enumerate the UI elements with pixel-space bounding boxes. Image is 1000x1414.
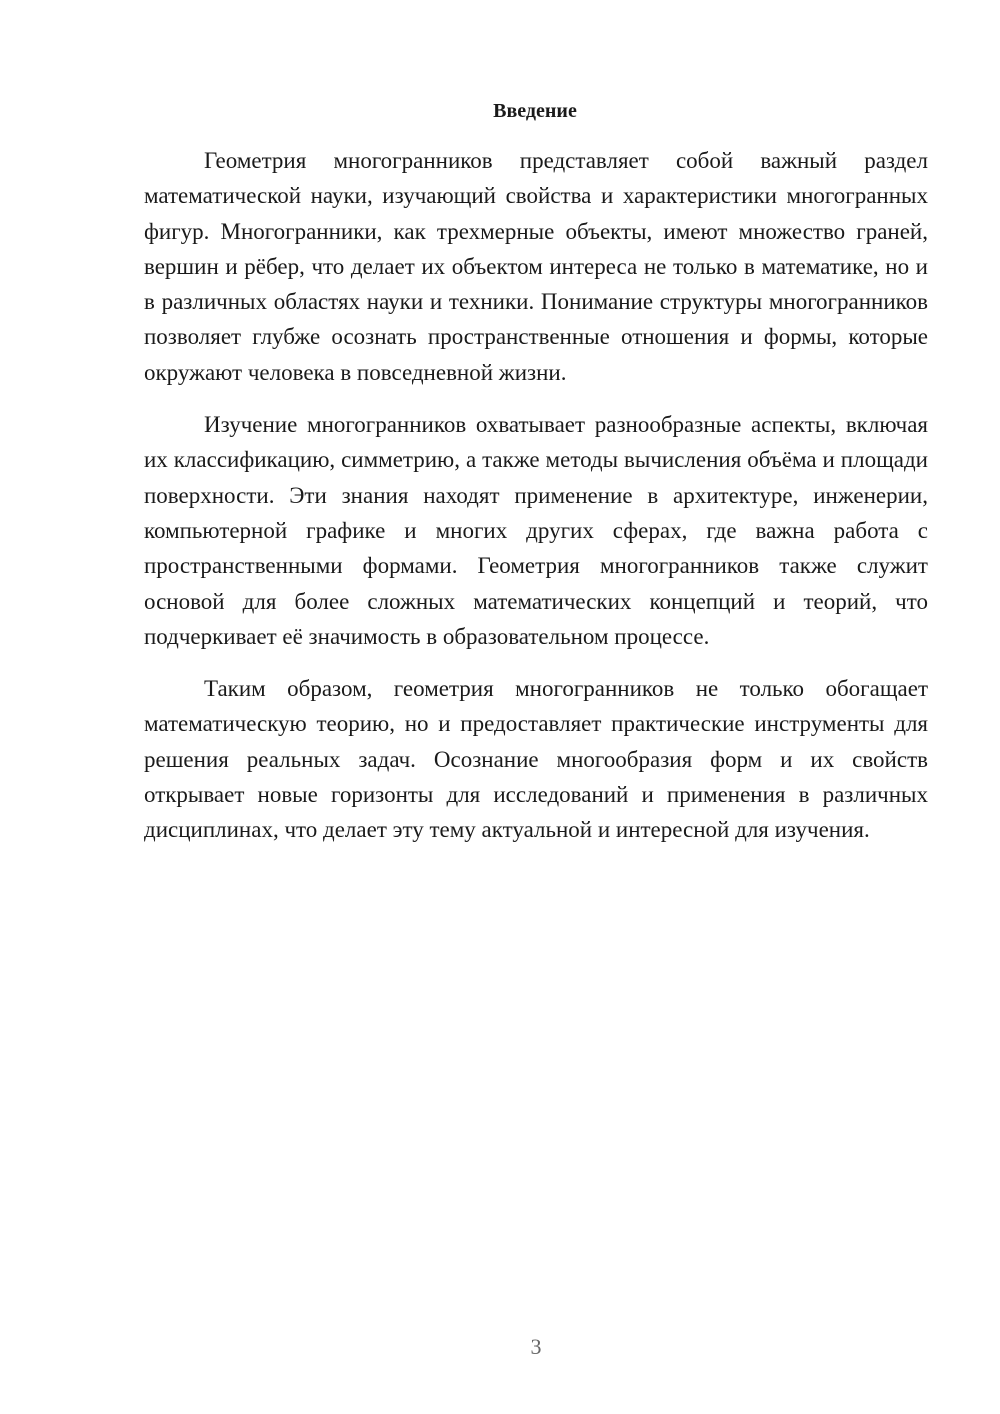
paragraph-2: Изучение многогранников охватывает разнообразные аспекты, включая их классификацию, симметрию, а также методы вычисления объёма и площади поверхности. Эти знания находят применение в архитектуре, инженерии, компьютерной графике и многих других сферах, где важна работа с пространственными формами. Геометрия многогранников также служит основой для более сложных математических концепций и теорий, что подчеркивает её значимость в образовательном процессе. [144, 412, 928, 649]
page-number: 3 [530, 1334, 542, 1359]
paragraph-3: Таким образом, геометрия многогранников не только обогащает математическую теорию, но и предоставляет практические инструменты для решения реальных задач. Осознание многообразия форм и их свойств открывает новые горизонты для исследований и применения в различных дисциплинах, что делает эту тему актуальной и интересной для изучения. [144, 676, 928, 843]
body-text [144, 143, 928, 848]
section-heading: Введение [493, 100, 577, 122]
paragraph-1: Геометрия многогранников представляет собой важный раздел математической науки, изучающий свойства и характеристики многогранных фигур. Многогранники, как трехмерные объекты, имеют множество граней, вершин и рёбер, что делает их объектом интереса не только в математике, но и в различных областях науки и техники. Понимание структуры многогранников позволяет глубже осознать пространственные отношения и формы, которые окружают человека в повседневной жизни. [144, 148, 928, 385]
